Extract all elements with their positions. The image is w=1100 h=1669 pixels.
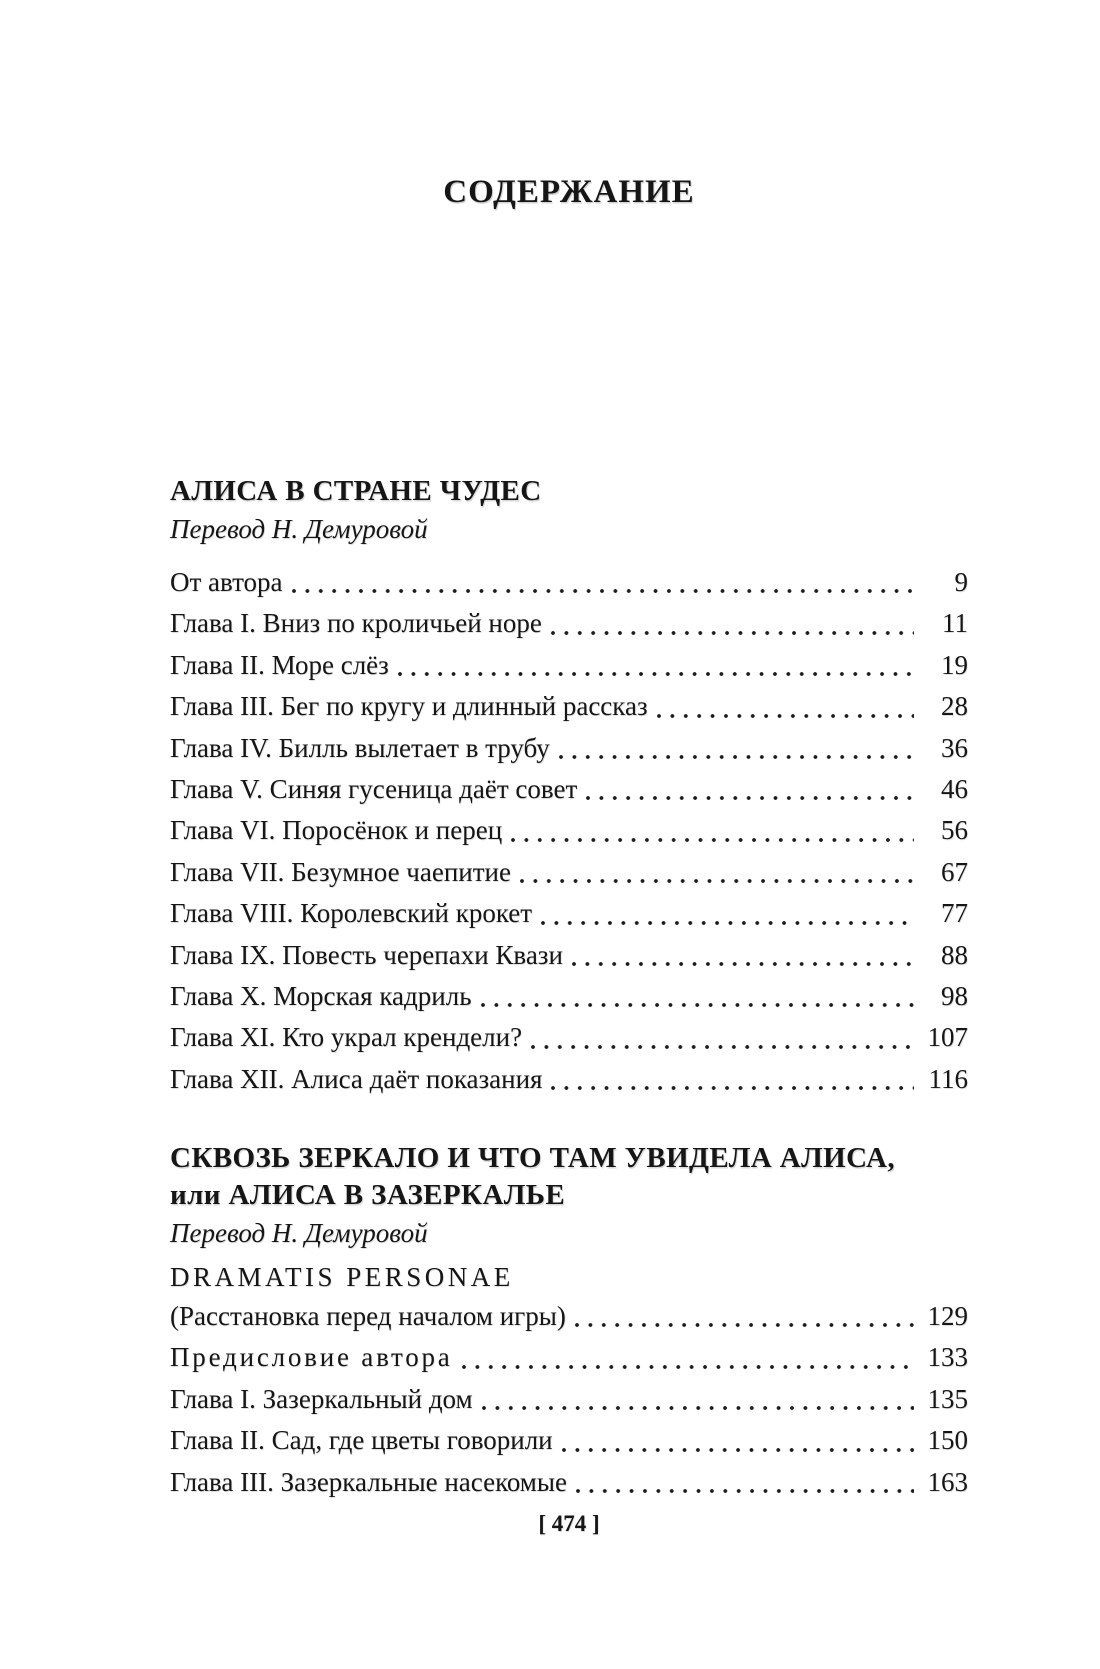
toc-entry-page: 116 (928, 1063, 968, 1094)
translator-note: Перевод Н. Демуровой (170, 514, 428, 544)
dot-leader (398, 645, 914, 686)
toc-entry-page: 67 (941, 856, 968, 887)
toc-entries (170, 1258, 968, 1503)
translator-note: Перевод Н. Демуровой (170, 1218, 428, 1249)
dot-leader (575, 1296, 914, 1337)
toc-entry-label: От автора (170, 567, 283, 597)
toc-entry-page: 56 (941, 815, 968, 846)
toc-entry-page: 28 (941, 691, 968, 722)
toc-entry-label: Глава XII. Алиса даёт показания (170, 1063, 543, 1094)
toc-entry-label: Глава X. Морская кадриль (170, 980, 472, 1011)
dot-leader (576, 1462, 914, 1503)
toc-entry-page: 88 (941, 939, 968, 970)
page-number-footer: [ 474 ] (538, 1511, 600, 1537)
toc-entry-label: Глава IX. Повесть черепахи Квази (170, 939, 563, 970)
dot-leader (511, 810, 914, 851)
toc-entry-label: Глава IV. Билль вылетает в трубу (170, 732, 550, 763)
toc-entry (170, 810, 968, 851)
toc-entry-page: 11 (942, 608, 968, 639)
dot-leader (541, 893, 914, 934)
toc-entry (170, 1059, 968, 1100)
toc-entry-label: Глава V. Синяя гусеница даёт совет (170, 773, 578, 804)
toc-entry-label: Глава I. Вниз по кроличьей норе (170, 608, 542, 639)
dot-leader (462, 1337, 914, 1378)
toc-entry (170, 728, 968, 769)
dot-leader (559, 728, 914, 769)
section-heading-line-1: СКВОЗЬ ЗЕРКАЛО И ЧТО ТАМ УВИДЕЛА АЛИСА, (170, 1142, 895, 1175)
toc-entry-label: Глава III. Зазеркальные насекомые (170, 1466, 568, 1497)
dot-leader (586, 769, 914, 810)
toc-entry (170, 1017, 968, 1058)
toc-section-wonderland (170, 473, 968, 1100)
dot-leader (481, 976, 914, 1017)
toc-entry (170, 976, 968, 1017)
toc-entry-label: (Расстановка перед началом игры) (170, 1301, 566, 1332)
toc-entry (170, 935, 968, 976)
toc-entry-label: Глава III. Бег по кругу и длинный рассказ (170, 691, 648, 722)
toc-entry-page: 163 (927, 1466, 968, 1497)
toc-entry-page: 9 (954, 567, 968, 597)
toc-entry-page: 77 (941, 898, 968, 929)
toc-entry (170, 1420, 968, 1461)
section-heading: АЛИСА В СТРАНЕ ЧУДЕС (170, 475, 542, 507)
toc-entry-page: 150 (927, 1425, 968, 1456)
toc-entry (170, 645, 968, 686)
toc-entry (170, 1337, 968, 1378)
toc-entry-label: Глава II. Море слёз (170, 649, 389, 680)
toc-entry (170, 1379, 968, 1420)
dot-leader (657, 686, 914, 727)
toc-entry-label: Предисловие автора (170, 1342, 453, 1373)
toc-entry-label: Глава I. Зазеркальный дом (170, 1383, 473, 1414)
toc-section-looking-glass (170, 1140, 968, 1503)
dot-leader (520, 852, 914, 893)
toc-entry-page: 135 (927, 1383, 968, 1414)
toc-entries (170, 562, 968, 1100)
dot-leader (482, 1379, 914, 1420)
section-heading-line-2: или АЛИСА В ЗАЗЕРКАЛЬЕ (170, 1179, 566, 1212)
toc-entry-page: 19 (941, 649, 968, 680)
dot-leader (551, 603, 914, 644)
dot-leader (531, 1017, 914, 1058)
toc-entry-page: 133 (927, 1342, 968, 1373)
toc-entry (170, 603, 968, 644)
toc-entry (170, 1296, 968, 1337)
toc-entry-page: 107 (927, 1022, 968, 1053)
toc-entry (170, 893, 968, 934)
toc-entry-page: 46 (941, 773, 968, 804)
dot-leader (551, 1059, 914, 1100)
toc-entry-label: Глава VIII. Королевский крокет (170, 898, 533, 929)
dot-leader (292, 562, 914, 603)
toc-entry-page: 36 (941, 732, 968, 763)
toc-entry-label: Глава II. Сад, где цветы говорили (170, 1425, 553, 1456)
toc-entry (170, 769, 968, 810)
toc-entry-label: Глава VI. Поросёнок и перец (170, 815, 503, 846)
dot-leader (562, 1420, 914, 1461)
toc-entry-preline: DRAMATIS PERSONAE (170, 1262, 514, 1293)
toc-entry (170, 1462, 968, 1503)
toc-entry (170, 852, 968, 893)
toc-entry-label: Глава VII. Безумное чаепитие (170, 856, 511, 887)
toc-entry-page: 98 (941, 980, 968, 1011)
toc-entry (170, 562, 968, 603)
toc-entry (170, 686, 968, 727)
dot-leader (572, 935, 914, 976)
toc-entry-page: 129 (927, 1301, 968, 1332)
toc-entry-label: Глава XI. Кто украл крендели? (170, 1022, 523, 1053)
page-title: СОДЕРЖАНИЕ (443, 174, 695, 210)
